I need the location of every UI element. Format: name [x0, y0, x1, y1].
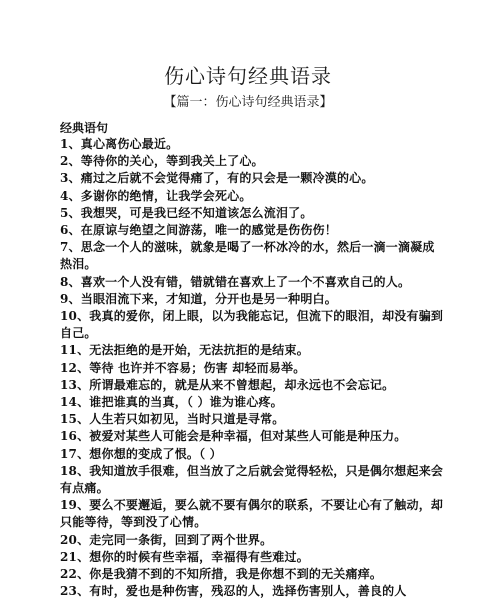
document-title: 伤心诗句经典语录: [164, 64, 332, 88]
quote-line: 19、要么不要邂逅，要么就不要有偶尔的联系，不要让心有了触动，却只能等待，等到没了心情。: [60, 498, 444, 530]
quote-line: 4、多谢你的绝情，让我学会死心。: [60, 188, 252, 203]
quote-line: 17、想你想的变成了恨。（ ）: [60, 446, 222, 461]
quote-line: 8、喜欢一个人没有错，错就错在喜欢上了一个不喜欢自己的人。: [60, 274, 411, 289]
quote-line: 14、谁把谁真的当真，（ ）谁为谁心疼。: [60, 395, 283, 410]
quote-line: 21、想你的时候有些幸福，幸福得有些难过。: [60, 549, 309, 564]
quote-line: 1、真心离伤心最近。: [60, 137, 179, 151]
quote-line: 2、等待你的关心，等到我关上了心。: [60, 154, 264, 169]
quote-line: 23、有时，爱也是种伤害，残忍的人，选择伤害别人，善良的人: [60, 584, 407, 599]
quote-line: 3、痛过之后就不会觉得痛了，有的只会是一颗冷漠的心。: [60, 171, 374, 186]
quote-line: 22、你是我猜不到的不知所措，我是你想不到的无关痛痒。: [60, 567, 383, 582]
quote-line: 15、人生若只如初见，当时只道是寻常。: [60, 412, 285, 427]
quote-line: 10、我真的爱你，闭上眼，以为我能忘记，但流下的眼泪，却没有骗到自己。: [60, 309, 444, 341]
quote-line: 16、被爱对某些人可能会是种幸福，但对某些人可能是种压力。: [60, 429, 407, 444]
quote-line: 18、我知道放手很难，但当放了之后就会觉得轻松，只是偶尔想起来会有点痛。: [60, 463, 444, 496]
quote-line: 20、走完同一条街，回到了两个世界。: [60, 532, 273, 547]
quote-line: 11、无法拒绝的是开始，无法抗拒的是结束。: [60, 343, 309, 358]
section-heading: 经典语句: [60, 121, 109, 135]
quote-list: [60, 136, 445, 600]
quote-line: 12、等待 也许并不容易；伤害 却轻而易举。: [60, 360, 306, 375]
quote-line: 13、所谓最难忘的，就是从来不曾想起，却永远也不会忘记。: [60, 377, 395, 392]
document-subtitle: 【篇一：伤心诗句经典语录】: [163, 95, 333, 110]
quote-line: 7、思念一个人的滋味，就象是喝了一杯冰冷的水，然后一滴一滴凝成热泪。: [60, 240, 435, 272]
quote-line: 5、我想哭，可是我已经不知道该怎么流泪了。: [60, 205, 313, 220]
quote-line: 6、在原谅与绝望之间游荡，唯一的感觉是伤伤伤！: [60, 223, 337, 238]
quote-line: 9、当眼泪流下来，才知道，分开也是另一种明白。: [60, 291, 337, 306]
